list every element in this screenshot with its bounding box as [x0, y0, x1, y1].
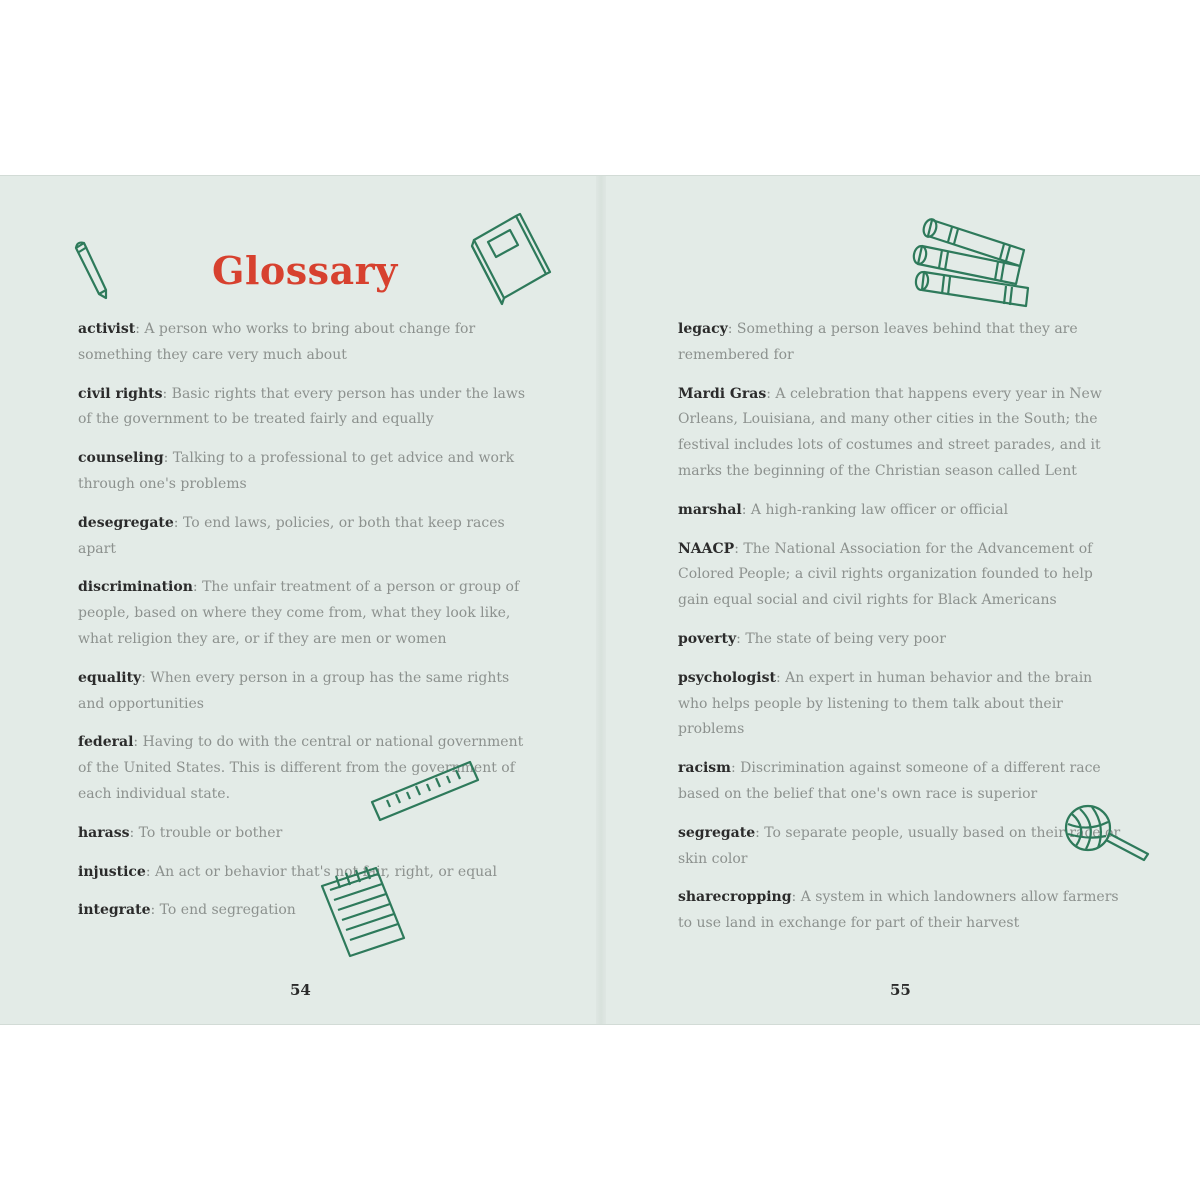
- left-page: [0, 176, 600, 1024]
- glossary-definition: : When every person in a group has the same rights and opportunities: [78, 669, 510, 712]
- glossary-term: counseling: [78, 450, 164, 467]
- glossary-definition: : A person who works to bring about change for something they care very much about: [78, 321, 476, 363]
- right-page: [600, 176, 1200, 1024]
- glossary-term: poverty: [678, 630, 737, 647]
- notepad-icon: [318, 864, 410, 960]
- glossary-definition: : To separate people, usually based on their race or skin color: [678, 824, 1121, 867]
- glossary-definition: : The National Association for the Advancement of Colored People; a civil rights organization founded to help gain equal social and civil rights for Black Americans: [678, 540, 1093, 609]
- page-number: 55: [890, 981, 911, 999]
- glossary-term: harass: [78, 824, 130, 841]
- glossary-entry: [78, 511, 528, 563]
- glossary-definition: : Discrimination against someone of a different race based on the belief that one's own race is superior: [678, 760, 1101, 802]
- notebook-icon: [468, 212, 554, 306]
- glossary-entry: [78, 666, 528, 718]
- lollipop-icon: [1062, 802, 1154, 868]
- glossary-term: NAACP: [678, 540, 735, 557]
- glossary-entry: [678, 821, 1123, 873]
- glossary-entry: [78, 446, 528, 498]
- glossary-definition: : Having to do with the central or national government of the United States. This is different from the government of each individual state.: [78, 734, 524, 802]
- glossary-entry: [678, 537, 1123, 614]
- glossary-definition: : To trouble or bother: [129, 824, 283, 841]
- glossary-term: segregate: [678, 824, 756, 841]
- book-spread: [0, 175, 1200, 1025]
- glossary-term: sharecropping: [678, 889, 792, 906]
- glossary-entry: [678, 382, 1123, 485]
- glossary-term: injustice: [78, 863, 146, 880]
- glossary-term: psychologist: [678, 669, 776, 686]
- glossary-entry: [78, 317, 528, 369]
- glossary-term: Mardi Gras: [678, 385, 767, 402]
- glossary-term: activist: [78, 321, 136, 337]
- glossary-term: civil rights: [78, 385, 163, 402]
- glossary-definition: : A celebration that happens every year in New Orleans, Louisiana, and many other cities in the South; the festival includes lots of costumes and street parades, and it marks the beginning of the Christian season called Lent: [678, 385, 1102, 479]
- glossary-term: federal: [78, 734, 134, 751]
- pencil-icon: [72, 238, 112, 302]
- glossary-entry: [678, 627, 1123, 653]
- glossary-term: legacy: [678, 321, 728, 337]
- page-number: 54: [290, 981, 311, 999]
- glossary-definition: : To end laws, policies, or both that keep races apart: [78, 514, 505, 557]
- glossary-definition: : Basic rights that every person has under the laws of the government to be treated fairly and equally: [78, 385, 526, 428]
- glossary-term: marshal: [678, 501, 742, 518]
- glossary-definition: : A high-ranking law officer or official: [741, 501, 1009, 518]
- glossary-term: equality: [78, 669, 142, 686]
- glossary-entry: [78, 898, 528, 924]
- glossary-term: integrate: [78, 902, 151, 919]
- glossary-definition: : To end segregation: [150, 902, 296, 919]
- glossary-entry: [678, 885, 1123, 937]
- glossary-definition: : The unfair treatment of a person or group of people, based on where they come from, what they look like, what religion they are, or if they are men or women: [78, 579, 520, 647]
- glossary-entries-right: [678, 317, 1123, 950]
- glossary-entry: [678, 756, 1123, 808]
- glossary-entry: [78, 382, 528, 434]
- glossary-definition: : A system in which landowners allow farmers to use land in exchange for part of their harvest: [678, 889, 1119, 932]
- glossary-term: racism: [678, 760, 731, 777]
- glossary-definition: : Talking to a professional to get advice and work through one's problems: [78, 450, 515, 492]
- glossary-entry: [78, 575, 528, 652]
- glossary-definition: : The state of being very poor: [736, 630, 946, 647]
- glossary-entry: [678, 666, 1123, 743]
- glossary-term: discrimination: [78, 579, 193, 596]
- glossary-definition: : An act or behavior that's not fair, right, or equal: [145, 863, 498, 880]
- glossary-entries-left: [78, 317, 528, 937]
- glossary-definition: : An expert in human behavior and the brain who helps people by listening to them talk about their problems: [678, 669, 1093, 738]
- page-title: Glossary: [212, 248, 398, 293]
- ruler-icon: [370, 758, 482, 828]
- glossary-definition: : Something a person leaves behind that they are remembered for: [678, 321, 1078, 363]
- glossary-entry: [78, 860, 528, 886]
- glossary-term: desegregate: [78, 514, 174, 531]
- book-stack-icon: [912, 216, 1040, 312]
- glossary-entry: [678, 498, 1123, 524]
- glossary-entry: [678, 317, 1123, 369]
